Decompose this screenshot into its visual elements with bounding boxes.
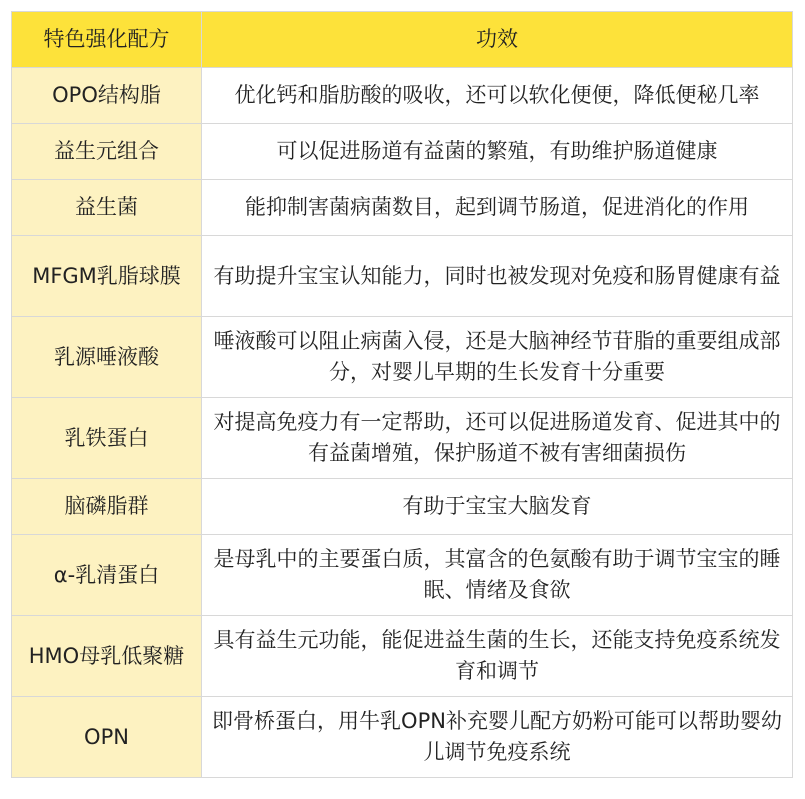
ingredient-effect: 是母乳中的主要蛋白质，其富含的色氨酸有助于调节宝宝的睡眠、情绪及食欲 — [202, 535, 793, 616]
table-header — [12, 12, 793, 68]
header-formula: 特色强化配方 — [12, 12, 202, 68]
ingredient-effect: 具有益生元功能，能促进益生菌的生长，还能支持免疫系统发育和调节 — [202, 616, 793, 697]
table-row — [12, 479, 793, 535]
formula-table — [11, 11, 793, 778]
ingredient-effect: 有助于宝宝大脑发育 — [202, 479, 793, 535]
ingredient-name: α-乳清蛋白 — [12, 535, 202, 616]
ingredient-name: 脑磷脂群 — [12, 479, 202, 535]
ingredient-effect: 优化钙和脂肪酸的吸收，还可以软化便便，降低便秘几率 — [202, 68, 793, 124]
ingredient-name: OPO结构脂 — [12, 68, 202, 124]
ingredient-effect: 有助提升宝宝认知能力，同时也被发现对免疫和肠胃健康有益 — [202, 236, 793, 317]
ingredient-name: 乳源唾液酸 — [12, 317, 202, 398]
table-row — [12, 180, 793, 236]
table-row — [12, 697, 793, 778]
table-body — [12, 68, 793, 778]
ingredient-effect: 可以促进肠道有益菌的繁殖，有助维护肠道健康 — [202, 124, 793, 180]
ingredient-effect: 能抑制害菌病菌数目，起到调节肠道，促进消化的作用 — [202, 180, 793, 236]
ingredient-name: HMO母乳低聚糖 — [12, 616, 202, 697]
ingredient-name: 乳铁蛋白 — [12, 398, 202, 479]
ingredient-name: MFGM乳脂球膜 — [12, 236, 202, 317]
formula-table-container — [11, 11, 792, 787]
table-row — [12, 398, 793, 479]
header-row — [12, 12, 793, 68]
ingredient-name: OPN — [12, 697, 202, 778]
ingredient-effect: 唾液酸可以阻止病菌入侵，还是大脑神经节苷脂的重要组成部分，对婴儿早期的生长发育十分重要 — [202, 317, 793, 398]
header-effect: 功效 — [202, 12, 793, 68]
table-row — [12, 616, 793, 697]
table-row — [12, 535, 793, 616]
table-row — [12, 236, 793, 317]
ingredient-effect: 即骨桥蛋白，用牛乳OPN补充婴儿配方奶粉可能可以帮助婴幼儿调节免疫系统 — [202, 697, 793, 778]
table-row — [12, 68, 793, 124]
ingredient-name: 益生元组合 — [12, 124, 202, 180]
ingredient-name: 益生菌 — [12, 180, 202, 236]
table-row — [12, 124, 793, 180]
ingredient-effect: 对提高免疫力有一定帮助，还可以促进肠道发育、促进其中的有益菌增殖，保护肠道不被有害细菌损伤 — [202, 398, 793, 479]
table-row — [12, 317, 793, 398]
